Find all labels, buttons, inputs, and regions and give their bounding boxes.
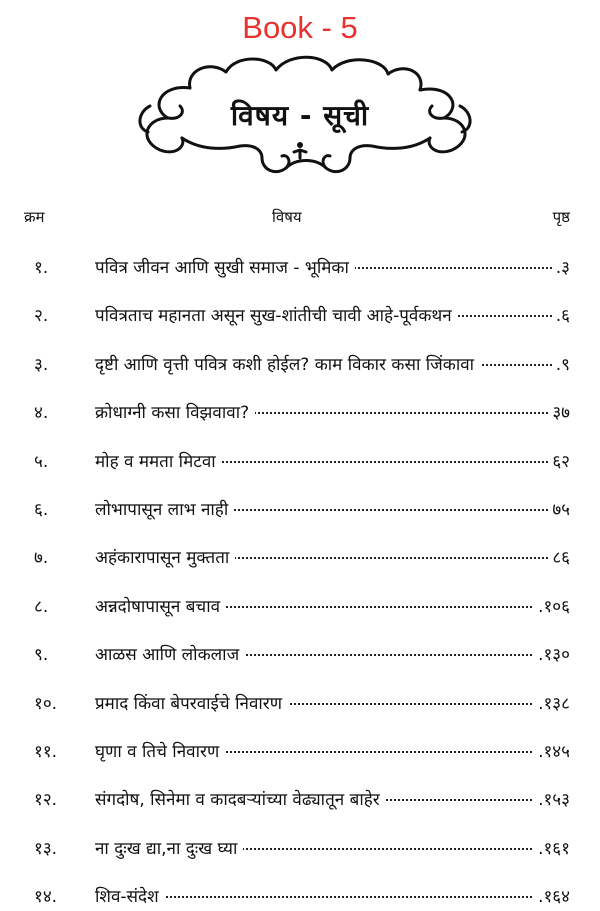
- column-header-subject: विषय: [272, 208, 302, 226]
- toc-entry-page: .१३०: [534, 641, 570, 669]
- column-header-number: क्रम: [24, 208, 45, 226]
- toc-entry-page: ३७: [548, 399, 570, 427]
- toc-entry-page: .३: [552, 254, 570, 282]
- toc-entry: [0, 254, 600, 282]
- toc-entry-page: ६२: [548, 448, 570, 476]
- toc-entry-page: .१५३: [534, 786, 570, 814]
- toc-entry-title: आळस आणि लोकलाज: [95, 641, 245, 669]
- dot-leader: [95, 896, 560, 898]
- toc-entry-title: अहंकारापासून मुक्तता: [95, 544, 235, 572]
- toc-entry-number: १३.: [34, 838, 58, 859]
- toc-entry-title: पवित्र जीवन आणि सुखी समाज - भूमिका: [95, 254, 355, 282]
- toc-entry-number: १०.: [34, 693, 58, 714]
- toc-entry: [0, 641, 600, 669]
- toc-entry-page: .९: [552, 351, 570, 379]
- toc-entry: [0, 835, 600, 863]
- toc-entry: [0, 302, 600, 330]
- toc-entry-number: ५.: [34, 451, 49, 472]
- toc-entry-title: ना दुःख द्या,ना दुःख घ्या: [95, 835, 243, 863]
- book-label: Book - 5: [242, 10, 358, 45]
- toc-entry-title: अन्नदोषापासून बचाव: [95, 593, 226, 621]
- toc-entry-page: ८६: [548, 544, 570, 572]
- toc-entry-title: मोह व ममता मिटवा: [95, 448, 222, 476]
- toc-entry-page: .१०६: [534, 593, 570, 621]
- toc-entry-page: .६: [552, 302, 570, 330]
- toc-entry-page: .१६१: [534, 835, 570, 863]
- toc-entry: [0, 399, 600, 427]
- toc-entry: [0, 351, 600, 379]
- toc-entry-page: ७५: [548, 496, 570, 524]
- toc-entry-number: ११.: [34, 742, 58, 762]
- toc-entry: [0, 544, 600, 572]
- toc-entry-title: दृष्टी आणि वृत्ती पवित्र कशी होईल? काम विकार कसा जिंकावा: [95, 351, 480, 379]
- toc-entry-title: क्रोधाग्नी कसा विझवावा?: [95, 399, 255, 427]
- toc-entry-page: .१३८: [534, 690, 570, 718]
- toc-entry: [0, 738, 600, 766]
- toc-entry-page: .१६४: [534, 883, 570, 911]
- toc-entry: [0, 690, 600, 718]
- toc-entry-number: १४.: [34, 887, 58, 908]
- toc-entry-title: प्रमाद किंवा बेपरवाईचे निवारण: [95, 690, 288, 718]
- toc-entry-number: ४.: [34, 403, 49, 424]
- toc-entry-title: शिव-संदेश: [95, 883, 165, 911]
- toc-entry-title: घृणा व तिचे निवारण: [95, 738, 225, 766]
- toc-entry-number: ६.: [34, 500, 49, 520]
- toc-entry: [0, 448, 600, 476]
- toc-entry-page: .१४५: [534, 738, 570, 766]
- toc-heading: विषय - सूची: [230, 99, 370, 132]
- toc-entry-number: ८.: [34, 596, 49, 617]
- toc-entry: [0, 786, 600, 814]
- toc-entry-title: पवित्रताच महानता असून सुख-शांतीची चावी आहे-पूर्वकथन: [95, 302, 458, 330]
- toc-entry-number: ७.: [34, 548, 49, 569]
- toc-entry-number: २.: [34, 306, 49, 327]
- toc-entry: [0, 496, 600, 524]
- toc-entry: [0, 883, 600, 911]
- toc-entry-number: ९.: [34, 645, 49, 666]
- toc-entry-number: ३.: [34, 354, 49, 375]
- column-header-page: पृष्ठ: [552, 208, 570, 226]
- toc-entry-title: लोभापासून लाभ नाही: [95, 496, 234, 524]
- toc-entry-number: १२.: [34, 790, 58, 811]
- toc-entry: [0, 593, 600, 621]
- toc-entry-number: १.: [34, 258, 49, 278]
- toc-entry-title: संगदोष, सिनेमा व कादबऱ्यांच्या वेढ्यातून बाहेर: [95, 786, 386, 814]
